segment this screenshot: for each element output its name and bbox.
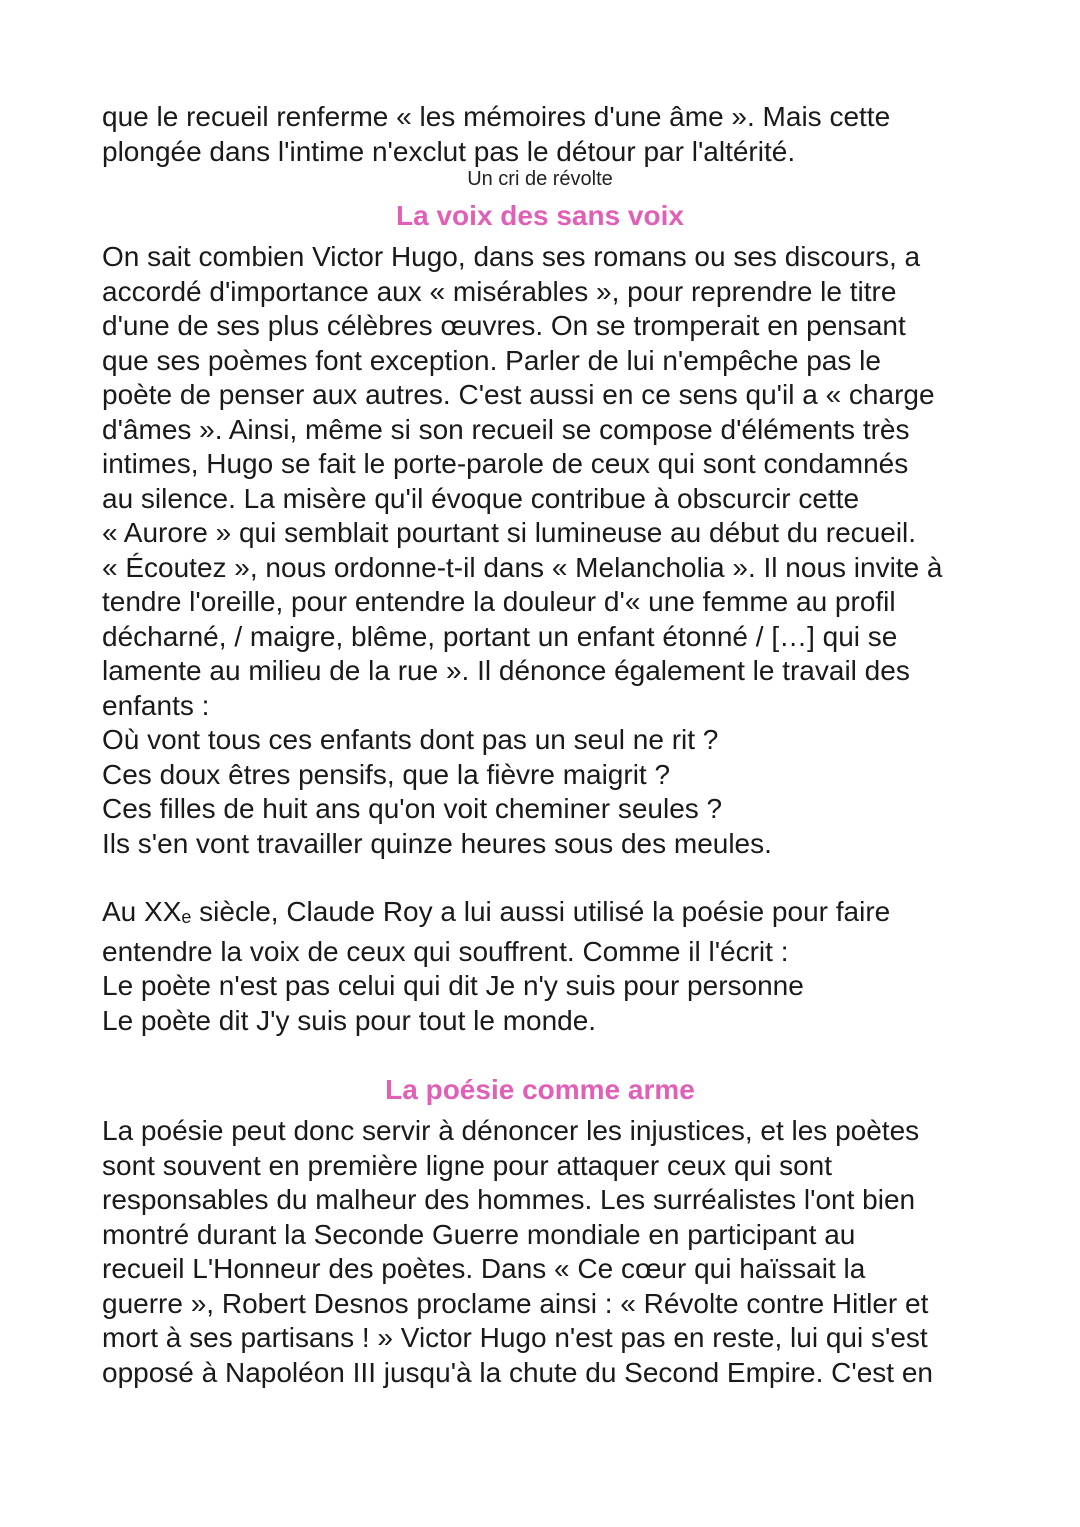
text-line: au silence. La misère qu'il évoque contribue à obscurcir cette [102, 482, 860, 514]
text-line: tendre l'oreille, pour entendre la douleur d'« une femme au profil [102, 586, 896, 617]
verse-line: Ces doux êtres pensifs, que la fièvre maigrit ? [102, 758, 671, 790]
text-line: responsables du malheur des hommes. Les surréalistes l'ont bien [102, 1184, 916, 1215]
text-line: La poésie peut donc servir à dénoncer les injustices, et les poètes [102, 1115, 920, 1146]
text-line: recueil L'Honneur des poètes. Dans « Ce cœur qui haïssait la [102, 1253, 866, 1284]
text-line: enfants : [102, 689, 210, 721]
text-line: intimes, Hugo se fait le porte-parole de ceux qui sont condamnés [102, 448, 909, 479]
section-heading-voix: La voix des sans voix [396, 200, 684, 231]
text-line: d'une de ses plus célèbres œuvres. On se tromperait en pensant [102, 310, 906, 341]
text-line: d'âmes ». Ainsi, même si son recueil se compose d'éléments très [102, 413, 910, 445]
verse-line: Le poète dit J'y suis pour tout le monde. [102, 1004, 597, 1036]
document-page [102, 100, 1002, 1390]
section-caption: Un cri de révolte [467, 168, 613, 190]
century-prefix: Au XX [102, 896, 182, 927]
text-line: entendre la voix de ceux qui souffrent. Comme il l'écrit : [102, 935, 789, 967]
text-line: que ses poèmes font exception. Parler de lui n'empêche pas le [102, 344, 881, 376]
text-line: lamente au milieu de la rue ». Il dénonce également le travail des [102, 655, 910, 686]
section2-body [102, 1114, 1002, 1390]
hugo-verse-quote [102, 723, 1002, 861]
text-line [102, 895, 1002, 935]
text-line: décharné, / maigre, blême, portant un enfant étonné / […] qui se [102, 620, 898, 652]
text-line: accordé d'importance aux « misérables », pour reprendre le titre [102, 275, 897, 307]
section-heading-arme: La poésie comme arme [385, 1074, 695, 1105]
text-line: mort à ses partisans ! » Victor Hugo n'est pas en reste, lui qui s'est [102, 1322, 928, 1353]
verse-line: Ils s'en vont travailler quinze heures sous des meules. [102, 827, 772, 859]
text-line: montré durant la Seconde Guerre mondiale en participant au [102, 1218, 856, 1250]
verse-line: Le poète n'est pas celui qui dit Je n'y suis pour personne [102, 970, 804, 1001]
text-line: poète de penser aux autres. C'est aussi en ce sens qu'il a « charge [102, 379, 935, 410]
text-line: « Aurore » qui semblait pourtant si lumineuse au début du recueil. [102, 517, 917, 548]
intro-paragraph [102, 100, 1002, 169]
text-line: que le recueil renferme « les mémoires d'une âme ». Mais cette [102, 101, 891, 132]
text-line: On sait combien Victor Hugo, dans ses romans ou ses discours, a [102, 241, 921, 272]
text-fragment: siècle, Claude Roy a lui aussi utilisé la poésie pour faire [191, 896, 891, 927]
text-line: sont souvent en première ligne pour attaquer ceux qui sont [102, 1149, 833, 1181]
text-line: guerre », Robert Desnos proclame ainsi : « Révolte contre Hitler et [102, 1287, 929, 1319]
text-line: « Écoutez », nous ordonne-t-il dans « Melancholia ». Il nous invite à [102, 551, 943, 583]
verse-line: Ces filles de huit ans qu'on voit cheminer seules ? [102, 793, 723, 824]
text-line: opposé à Napoléon III jusqu'à la chute du Second Empire. C'est en [102, 1356, 934, 1388]
claude-roy-paragraph [102, 895, 1002, 1038]
section1-body [102, 240, 1002, 723]
century-suffix: e [181, 907, 192, 927]
verse-line: Où vont tous ces enfants dont pas un seul ne rit ? [102, 724, 719, 755]
text-line: plongée dans l'intime n'exclut pas le détour par l'altérité. [102, 135, 796, 167]
